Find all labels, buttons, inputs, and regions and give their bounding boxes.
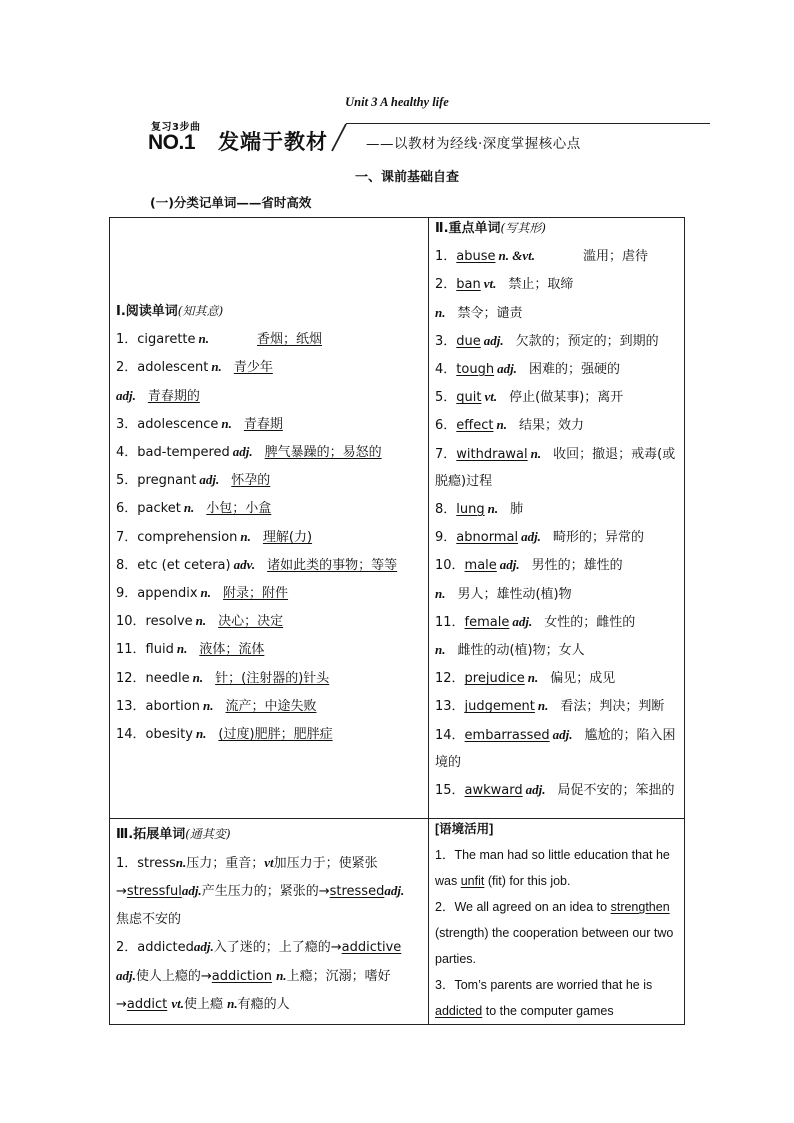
vocab-row <box>435 721 681 776</box>
vocab-row <box>116 353 416 381</box>
reading-words-list <box>116 325 416 748</box>
vocab-meaning: 欠款的；预定的；到期的 <box>515 333 659 349</box>
vocab-row <box>435 327 681 355</box>
vocab-meaning: 畸形的；异常的 <box>552 530 644 546</box>
vocab-pos: n. <box>183 500 195 516</box>
vocab-row <box>435 242 681 270</box>
vocab-meaning: 禁止；取缔 <box>508 277 574 293</box>
answer-blank: 附录；附件 <box>223 586 289 602</box>
vocab-row <box>435 664 681 692</box>
answer-blank: 香烟；纸烟 <box>257 332 323 348</box>
vocab-pos: n. <box>176 641 188 657</box>
answer-blank: female <box>464 614 510 630</box>
vocab-number: 13． <box>435 699 465 715</box>
vocab-number: 6． <box>116 501 138 517</box>
context-sentence-3: 3．Tom’s parents are worried that he is addicted to the computer games <box>435 978 653 1018</box>
vocab-row <box>435 692 681 720</box>
answer-blank: judgement <box>464 699 535 715</box>
answer-blank: tough <box>456 362 495 378</box>
vocab-row <box>435 776 681 804</box>
context-sentence-2: 2．We all agreed on an idea to strengthen (strength) the cooperation between our two parties. <box>435 900 674 966</box>
vocab-number: 2． <box>435 277 457 293</box>
vocab-meaning: 局促不安的；笨拙的 <box>557 783 675 799</box>
answer-blank: 决心；决定 <box>218 614 284 630</box>
vocab-word: etc (et cetera) <box>137 557 231 573</box>
vocab-row <box>435 580 681 608</box>
answer-blank: embarrassed <box>464 727 550 743</box>
vocab-number: 5． <box>435 390 457 406</box>
vocab-pos: n. <box>435 585 446 601</box>
answer-blank: 理解(力) <box>262 529 313 545</box>
vocab-pos: n. <box>240 528 251 544</box>
vocab-row <box>435 551 681 579</box>
banner-title: 发端于教材 <box>218 130 328 154</box>
vocab-pos: n. <box>527 670 539 686</box>
key-words-list <box>435 242 681 804</box>
vocab-number: 4． <box>435 362 457 378</box>
vocab-pos: n. <box>195 726 207 742</box>
vocab-number: 13． <box>116 698 146 714</box>
answer-blank: withdrawal <box>456 446 528 462</box>
vocab-number: 3． <box>435 333 457 349</box>
answer-blank: addicted <box>435 1004 483 1018</box>
vocab-meaning: 滥用；虐待 <box>583 249 649 265</box>
extended-item-1: 1．stressn.压力；重音；vt加压力于；使紧张 →stressfuladj.产生压力的；紧张的→stressedadj. 焦虑不安的 <box>116 854 405 927</box>
answer-blank: prejudice <box>464 671 525 687</box>
vocab-pos: adv. <box>233 556 256 572</box>
table-column-divider <box>428 218 429 1024</box>
vocab-pos: adj. <box>199 472 220 488</box>
unit-title: Unit 3 A healthy life <box>345 95 449 109</box>
vocab-pos: adj. <box>521 529 541 545</box>
vocab-meaning: 尴尬的；陷入困境的 <box>435 727 676 770</box>
vocab-meaning: 肺 <box>510 502 524 518</box>
vocab-pos: n. <box>487 501 499 517</box>
banner-number: NO.1 <box>148 131 196 154</box>
vocab-number: 12． <box>116 670 146 686</box>
vocab-row <box>435 299 681 327</box>
banner-subtitle: ——以教材为经线·深度掌握核心点 <box>366 136 581 152</box>
section-heading: 一、课前基础自查 <box>354 170 459 185</box>
vocab-row <box>435 608 681 636</box>
answer-blank: abnormal <box>456 530 519 546</box>
vocab-word: cigarette <box>137 332 196 348</box>
key-words-cell <box>435 215 681 804</box>
vocab-number: 1． <box>116 332 138 348</box>
vocab-pos: adj. <box>552 726 573 742</box>
answer-blank: addictive <box>341 940 402 955</box>
vocab-number: 11． <box>116 642 146 658</box>
vocab-row <box>116 438 416 466</box>
answer-blank: 怀孕的 <box>231 473 271 489</box>
answer-blank: male <box>464 558 497 574</box>
vocab-word: resolve <box>145 614 193 630</box>
key-words-title: Ⅱ.重点单词(写其形) <box>435 221 546 236</box>
answer-blank: unfit <box>460 874 485 888</box>
vocab-pos: n. <box>192 669 204 685</box>
reading-words-cell <box>116 298 416 748</box>
answer-blank: 流产；中途失败 <box>225 698 317 714</box>
vocab-row <box>435 523 681 551</box>
vocab-meaning: 收回；撤退；戒毒(或脱瘾)过程 <box>435 446 676 489</box>
vocab-row <box>116 664 416 692</box>
vocab-pos: adj. <box>512 613 533 629</box>
chapter-banner <box>148 118 710 152</box>
vocab-pos: n. <box>202 697 214 713</box>
vocab-number: 14． <box>435 727 465 743</box>
vocab-pos: n. <box>198 331 209 347</box>
answer-blank: 液体；流体 <box>199 642 265 658</box>
answer-blank: 青春期的 <box>147 388 200 404</box>
vocab-number: 8． <box>116 557 138 573</box>
vocab-pos: n. <box>200 585 212 601</box>
vocab-pos: n. <box>221 415 232 431</box>
context-practice-title: [语境活用] <box>435 822 494 836</box>
answer-blank: strengthen <box>610 900 670 914</box>
vocab-word: abortion <box>145 698 200 714</box>
vocab-pos: adj. <box>116 387 136 403</box>
context-practice-cell <box>435 816 681 1024</box>
vocab-word: pregnant <box>137 473 197 489</box>
answer-blank: stressful <box>126 884 182 899</box>
vocab-number: 11． <box>435 614 465 630</box>
vocab-number: 7． <box>116 529 138 545</box>
vocab-row <box>435 440 681 495</box>
answer-blank: 脾气暴躁的；易怒的 <box>264 445 382 461</box>
vocab-meaning: 看法；判决；判断 <box>560 699 665 715</box>
vocab-pos: adj. <box>232 444 253 460</box>
vocab-meaning: 偏见；成见 <box>550 671 616 687</box>
extended-words-title: Ⅲ.拓展单词(通其变) <box>116 827 231 842</box>
vocab-meaning: 男性的；雄性的 <box>531 558 623 574</box>
vocab-meaning: 停止(做某事)；离开 <box>509 390 624 406</box>
vocab-row <box>435 270 681 298</box>
vocab-row <box>116 692 416 720</box>
vocab-pos: adj. <box>499 557 520 573</box>
extended-item-2: 2．addictedadj.入了迷的；上了瘾的→addictive adj.使人上瘾的→addiction n.上瘾；沉溺；嗜好 →addict vt.使上瘾 n.有瘾的人 <box>116 939 402 1012</box>
answer-blank: effect <box>456 418 494 434</box>
reading-words-title: Ⅰ.阅读单词(知其意) <box>116 304 224 319</box>
vocab-number: 10． <box>435 558 465 574</box>
vocab-row <box>116 466 416 494</box>
vocab-number: 5． <box>116 473 138 489</box>
vocab-pos: n. <box>195 613 207 629</box>
answer-blank: (过度)肥胖；肥胖症 <box>218 727 333 743</box>
vocab-number: 1． <box>435 249 457 265</box>
vocab-pos: adj. <box>525 782 546 798</box>
answer-blank: abuse <box>456 249 496 265</box>
vocab-row <box>116 494 416 522</box>
vocab-row <box>116 325 416 353</box>
vocab-meaning: 女性的；雌性的 <box>544 614 636 630</box>
vocab-row <box>116 720 416 748</box>
answer-blank: ban <box>456 277 481 293</box>
vocab-meaning: 结果；效力 <box>518 418 584 434</box>
vocab-word: bad-tempered <box>137 445 230 461</box>
vocab-number: 6． <box>435 418 457 434</box>
answer-blank: addiction <box>211 968 272 984</box>
vocab-meaning: 雌性的动(植)物；女人 <box>457 643 585 659</box>
section-subheading: (一)分类记单词——省时高效 <box>150 195 312 210</box>
extended-words-cell <box>116 821 416 1019</box>
vocab-pos: n. <box>496 417 507 433</box>
vocab-row <box>435 495 681 523</box>
vocab-row <box>435 411 681 439</box>
vocab-number: 9． <box>435 530 457 546</box>
vocab-pos: n. <box>537 698 549 714</box>
vocab-row <box>116 382 416 410</box>
banner-small-label: 复习3步曲 <box>151 122 201 133</box>
vocab-number: 14． <box>116 727 146 743</box>
vocab-row <box>435 383 681 411</box>
vocab-pos: vt. <box>484 389 498 405</box>
vocab-pos: n. <box>435 304 446 320</box>
answer-blank: stressed <box>329 884 385 899</box>
vocab-number: 8． <box>435 502 457 518</box>
vocab-pos: vt. <box>483 276 497 292</box>
vocab-word: adolescent <box>137 360 209 376</box>
context-sentence-1: 1．The man had so little education that he was unfit (fit) for this job. <box>435 848 670 888</box>
vocab-row <box>116 607 416 635</box>
vocab-row <box>435 636 681 664</box>
vocab-pos: adj. <box>483 332 504 348</box>
vocab-number: 15． <box>435 783 465 799</box>
vocab-meaning: 困难的；强硬的 <box>528 362 620 378</box>
answer-blank: due <box>456 333 481 349</box>
vocab-pos: adj. <box>497 361 517 377</box>
vocab-row <box>116 523 416 551</box>
vocab-word: fluid <box>145 642 174 658</box>
vocab-pos: n. <box>435 642 446 658</box>
vocab-row <box>116 410 416 438</box>
vocab-pos: n. &vt. <box>498 248 535 264</box>
answer-blank: 青春期 <box>243 416 283 432</box>
vocab-pos: n. <box>211 359 222 375</box>
vocab-word: appendix <box>137 586 198 602</box>
vocab-word: adolescence <box>137 416 219 432</box>
answer-blank: 诸如此类的事物；等等 <box>267 557 398 573</box>
answer-blank: 针；(注射器的)针头 <box>215 670 330 686</box>
answer-blank: addict <box>126 997 168 1012</box>
answer-blank: quit <box>456 390 482 406</box>
vocab-number: 4． <box>116 445 138 461</box>
vocab-word: needle <box>145 670 190 686</box>
vocab-number: 10． <box>116 614 146 630</box>
vocab-meaning: 男人；雄性动(植)物 <box>457 586 572 602</box>
vocab-meaning: 禁令；谴责 <box>457 305 523 321</box>
vocab-row <box>116 551 416 579</box>
vocab-word: comprehension <box>137 529 238 545</box>
vocab-pos: n. <box>530 445 542 461</box>
answer-blank: awkward <box>464 783 523 799</box>
vocab-number: 7． <box>435 446 457 462</box>
answer-blank: lung <box>456 502 485 518</box>
vocab-word: packet <box>137 501 181 517</box>
vocab-row <box>116 579 416 607</box>
vocab-number: 9． <box>116 586 138 602</box>
answer-blank: 小包；小盒 <box>206 501 272 517</box>
vocab-row <box>116 635 416 663</box>
vocab-row <box>435 355 681 383</box>
vocab-number: 12． <box>435 671 465 687</box>
vocab-number: 3． <box>116 416 138 432</box>
answer-blank: 青少年 <box>233 360 273 376</box>
banner-rule <box>346 123 710 124</box>
vocab-word: obesity <box>145 727 193 743</box>
vocab-number: 2． <box>116 360 138 376</box>
